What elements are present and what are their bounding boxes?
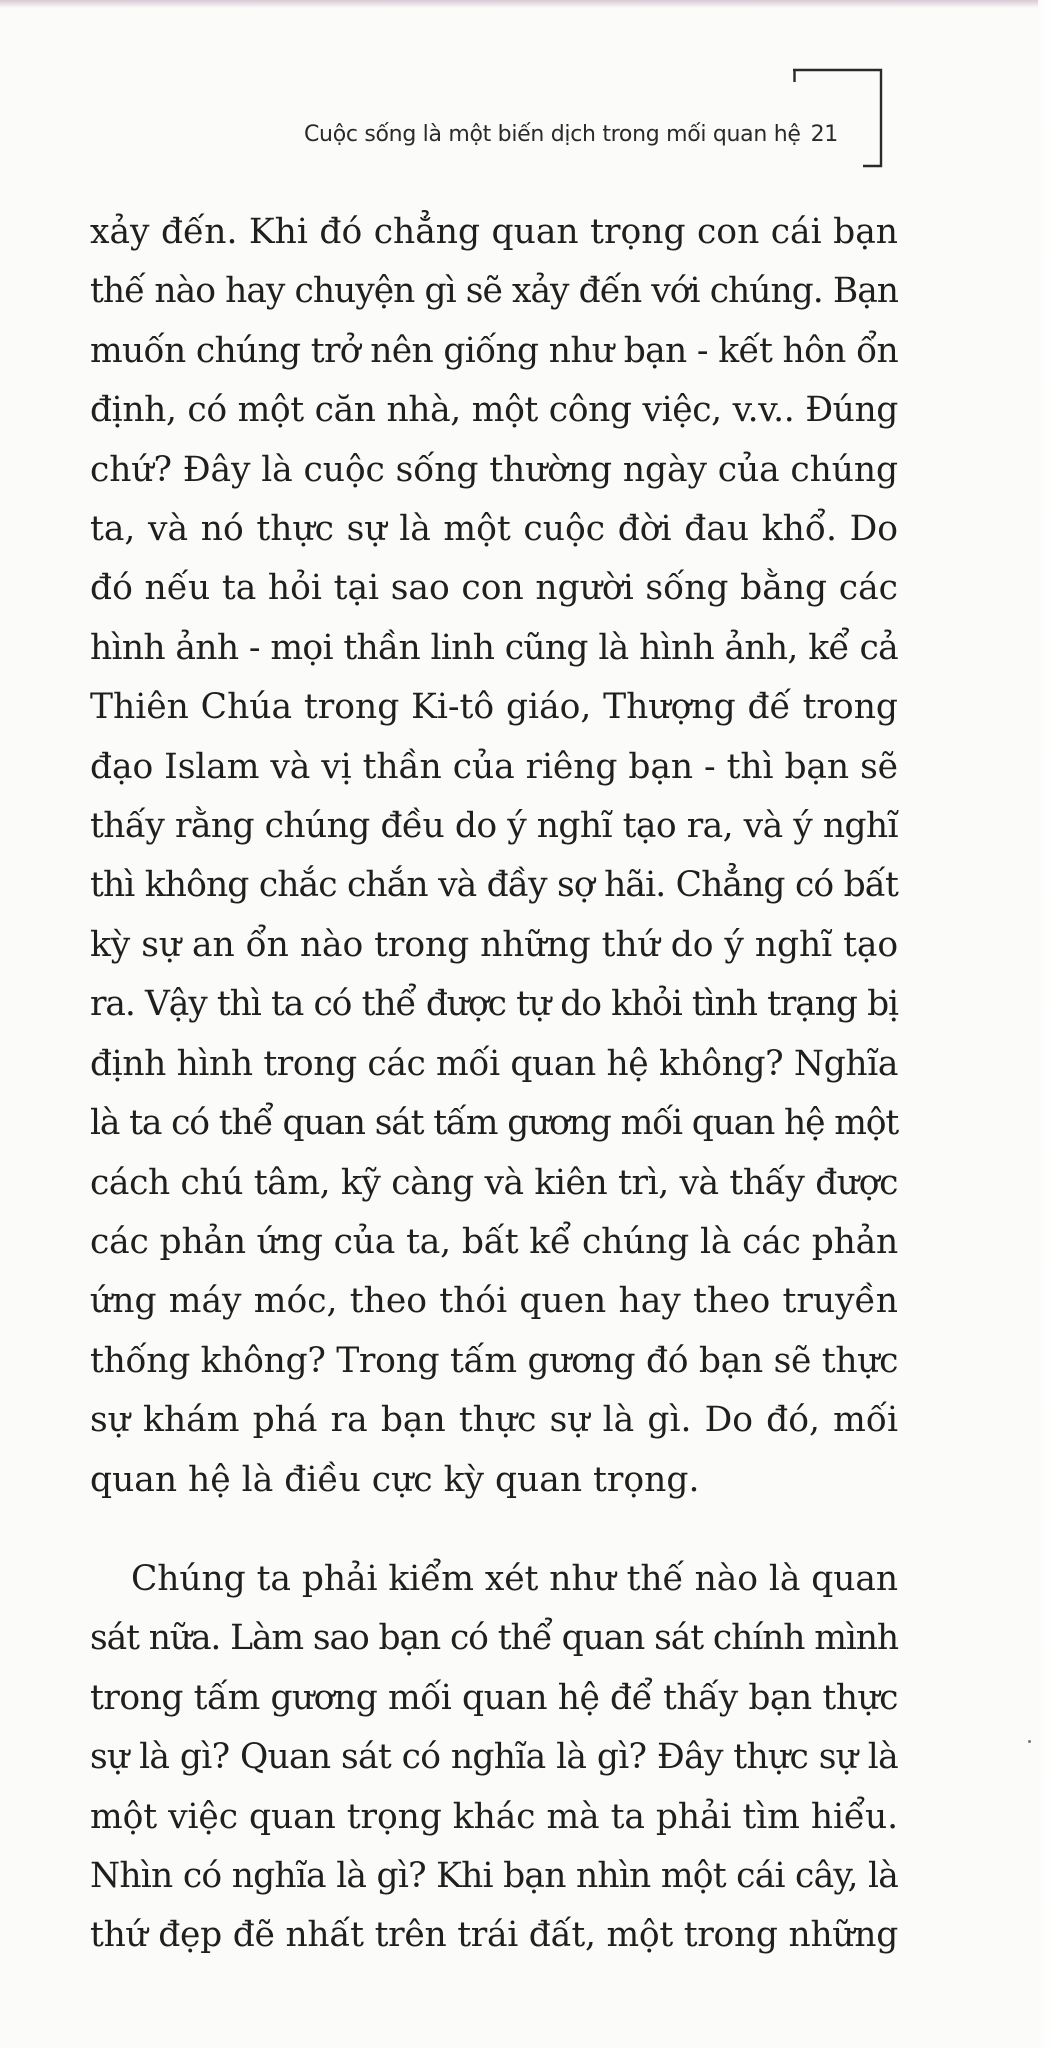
text-line: cách chú tâm, kỹ càng và kiên trì, và thấy được <box>90 1162 898 1203</box>
text-line: sát nữa. Làm sao bạn có thể quan sát chính mình <box>90 1618 899 1659</box>
text-line: xảy đến. Khi đó chẳng quan trọng con cái bạn <box>90 212 898 252</box>
body-text <box>90 203 898 1966</box>
text-line: thống không? Trong tấm gương đó bạn sẽ thực <box>90 1340 899 1381</box>
text-line: quan hệ là điều cực kỳ quan trọng. <box>90 1459 700 1500</box>
text-line: ra. Vậy thì ta có thể được tự do khỏi tình trạng bị <box>90 984 898 1025</box>
text-line: sự là gì? Quan sát có nghĩa là gì? Đây thực sự là <box>90 1737 898 1778</box>
text-line: thứ đẹp đẽ nhất trên trái đất, một trong những <box>90 1915 898 1956</box>
page-number: 21 <box>810 122 838 147</box>
text-line: hình ảnh - mọi thần linh cũng là hình ảnh, kể cả <box>90 627 898 668</box>
text-line: muốn chúng trở nên giống như bạn - kết hôn ổn <box>90 330 898 371</box>
text-line: đó nếu ta hỏi tại sao con người sống bằng các <box>90 568 898 609</box>
text-line: chứ? Đây là cuộc sống thường ngày của chúng <box>90 449 898 490</box>
text-line: Thiên Chúa trong Ki-tô giáo, Thượng đế trong <box>90 687 898 728</box>
text-line: thế nào hay chuyện gì sẽ xảy đến với chúng. Bạn <box>90 271 898 312</box>
paragraph-2 <box>90 1550 898 1966</box>
text-line: đạo Islam và vị thần của riêng bạn - thì bạn sẽ <box>90 746 898 787</box>
text-line: Nhìn có nghĩa là gì? Khi bạn nhìn một cái cây, là <box>90 1855 898 1896</box>
text-line: Chúng ta phải kiểm xét như thế nào là quan <box>131 1558 898 1599</box>
text-line: sự khám phá ra bạn thực sự là gì. Do đó, mối <box>90 1400 898 1441</box>
text-line: các phản ứng của ta, bất kể chúng là các phản <box>90 1221 898 1262</box>
text-line: là ta có thể quan sát tấm gương mối quan hệ một <box>90 1103 898 1144</box>
text-line: ứng máy móc, theo thói quen hay theo truyền <box>90 1281 898 1322</box>
paragraph-1 <box>90 203 898 1510</box>
text-line: thì không chắc chắn và đầy sợ hãi. Chẳng có bất <box>90 865 898 906</box>
text-line: thấy rằng chúng đều do ý nghĩ tạo ra, và ý nghĩ <box>90 806 898 847</box>
text-line: định hình trong các mối quan hệ không? Nghĩa <box>90 1043 898 1084</box>
text-line: một việc quan trọng khác mà ta phải tìm hiểu. <box>90 1796 898 1837</box>
running-header <box>300 122 838 147</box>
page-speck <box>1028 1740 1031 1743</box>
text-line: định, có một căn nhà, một công việc, v.v.. Đúng <box>90 390 898 431</box>
text-line: trong tấm gương mối quan hệ để thấy bạn thực <box>90 1677 898 1718</box>
page-right-edge <box>1038 0 1052 2048</box>
corner-bracket-ornament <box>793 68 886 170</box>
text-line: ta, và nó thực sự là một cuộc đời đau khổ. Do <box>90 509 898 550</box>
text-line: kỳ sự an ổn nào trong những thứ do ý nghĩ tạo <box>90 924 898 965</box>
page-top-edge <box>0 0 1052 8</box>
running-title: Cuộc sống là một biến dịch trong mối quan hệ <box>304 122 801 147</box>
